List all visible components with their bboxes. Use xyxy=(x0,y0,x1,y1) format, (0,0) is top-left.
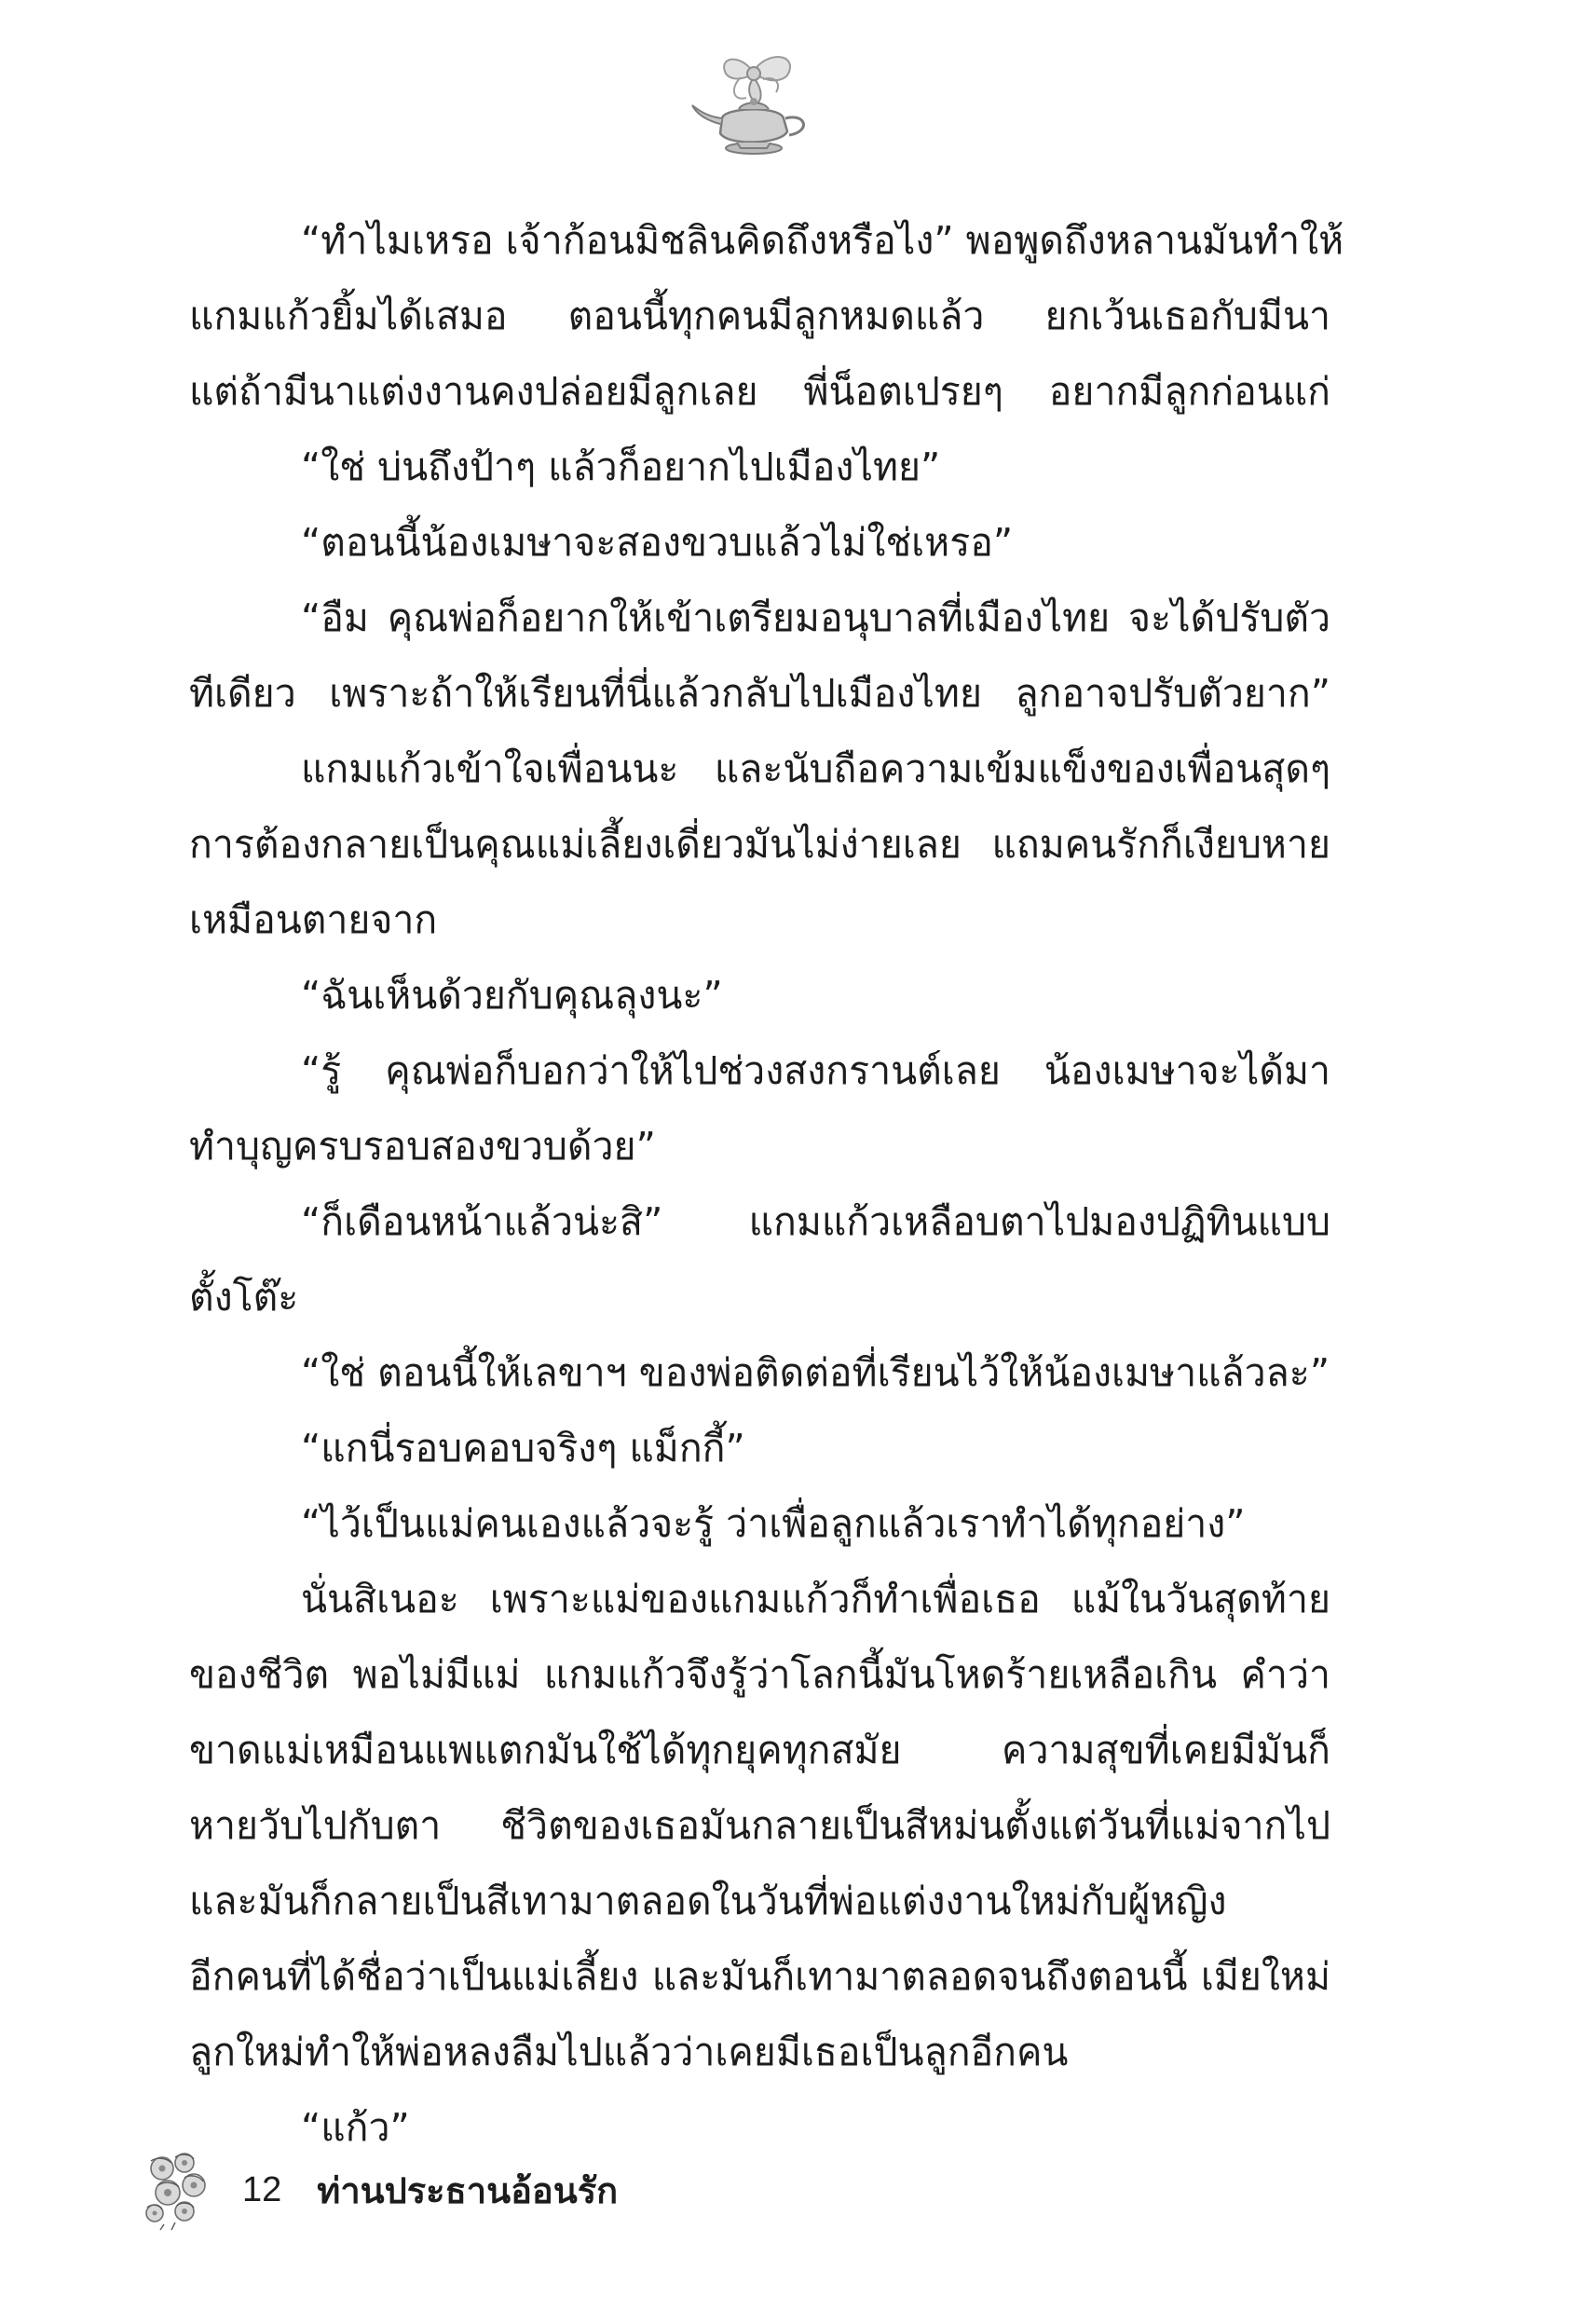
paragraph-line: “ตอนนี้น้องเมษาจะสองขวบแล้วไม่ใช่เหรอ” xyxy=(301,520,1014,565)
page-number: 12 xyxy=(242,2169,282,2209)
paragraph-line: “รู้ คุณพ่อก็บอกว่าให้ไปช่วงสงกรานต์เลย น้องเมษาจะได้มา xyxy=(301,1048,1330,1093)
paragraph-line: หายวับไปกับตา ชีวิตของเธอมันกลายเป็นสีหม่นตั้งแต่วันที่แม่จากไป xyxy=(189,1803,1330,1848)
paragraph-line: “ใช่ บ่นถึงป้าๆ แล้วก็อยากไปเมืองไทย” xyxy=(301,444,941,489)
paragraph-line: “ฉันเห็นด้วยกับคุณลุงนะ” xyxy=(301,973,723,1018)
paragraph-line: ทำบุญครบรอบสองขวบด้วย” xyxy=(189,1124,656,1169)
paragraph-line: และมันก็กลายเป็นสีเทามาตลอดในวันที่พ่อแต่งงานใหม่กับผู้หญิง xyxy=(189,1879,1227,1923)
paragraph-line: “แก้ว” xyxy=(301,2105,410,2150)
paragraph-line: แกมแก้วเข้าใจเพื่อนนะ และนับถือความเข้มแข็งของเพื่อนสุดๆ xyxy=(301,746,1330,791)
paragraph-line: ลูกใหม่ทำให้พ่อหลงลืมไปแล้วว่าเคยมีเธอเป็นลูกอีกคน xyxy=(189,2030,1069,2074)
paragraph-line: “ก็เดือนหน้าแล้วน่ะสิ” แกมแก้วเหลือบตาไปมองปฏิทินแบบ xyxy=(301,1199,1330,1244)
paragraph-line: ขาดแม่เหมือนแพแตกมันใช้ได้ทุกยุคทุกสมัย ความสุขที่เคยมีมันก็ xyxy=(189,1728,1330,1772)
body-text xyxy=(189,203,1344,2166)
paragraph-line: แต่ถ้ามีนาแต่งงานคงปล่อยมีลูกเลย พี่น็อตเปรยๆ อยากมีลูกก่อนแก่ xyxy=(189,369,1330,414)
paragraph-line: “แกนี่รอบคอบจริงๆ แม็กกี้” xyxy=(301,1426,745,1470)
fairy-teapot-ornament-icon xyxy=(685,51,825,163)
book-title: ท่านประธานอ้อนรัก xyxy=(317,2169,619,2211)
paragraph-line: “ทำไมเหรอ เจ้าก้อนมิชลินคิดถึงหรือไง” พอพูดถึงหลานมันทำให้ xyxy=(301,218,1344,263)
paragraph-line: “ไว้เป็นแม่คนเองแล้วจะรู้ ว่าเพื่อลูกแล้วเราทำได้ทุกอย่าง” xyxy=(301,1501,1246,1546)
paragraph-line: ทีเดียว เพราะถ้าให้เรียนที่นี่แล้วกลับไปเมืองไทย ลูกอาจปรับตัวยาก” xyxy=(189,671,1330,716)
paragraph-line: การต้องกลายเป็นคุณแม่เลี้ยงเดี่ยวมันไม่ง่ายเลย แถมคนรักก็เงียบหาย xyxy=(189,822,1330,867)
paragraph-line: ของชีวิต พอไม่มีแม่ แกมแก้วจึงรู้ว่าโลกนี้มันโหดร้ายเหลือเกิน คำว่า xyxy=(189,1652,1330,1697)
paragraph-line: “ใช่ ตอนนี้ให้เลขาฯ ของพ่อติดต่อที่เรียนไว้ให้น้องเมษาแล้วละ” xyxy=(301,1350,1330,1395)
flower-cluster-icon xyxy=(138,2148,214,2232)
paragraph-line: อีกคนที่ได้ชื่อว่าเป็นแม่เลี้ยง และมันก็เทามาตลอดจนถึงตอนนี้ เมียใหม่ xyxy=(189,1954,1330,1999)
page-footer xyxy=(138,2148,618,2232)
paragraph-line: แกมแก้วยิ้มได้เสมอ ตอนนี้ทุกคนมีลูกหมดแล้ว ยกเว้นเธอกับมีนา xyxy=(189,294,1330,338)
paragraph-line: นั่นสิเนอะ เพราะแม่ของแกมแก้วก็ทำเพื่อเธอ แม้ในวันสุดท้าย xyxy=(301,1577,1330,1621)
paragraph-line: ตั้งโต๊ะ xyxy=(189,1275,299,1320)
paragraph-line: เหมือนตายจาก xyxy=(189,897,438,942)
paragraph-line: “อืม คุณพ่อก็อยากให้เข้าเตรียมอนุบาลที่เมืองไทย จะได้ปรับตัว xyxy=(301,595,1330,640)
